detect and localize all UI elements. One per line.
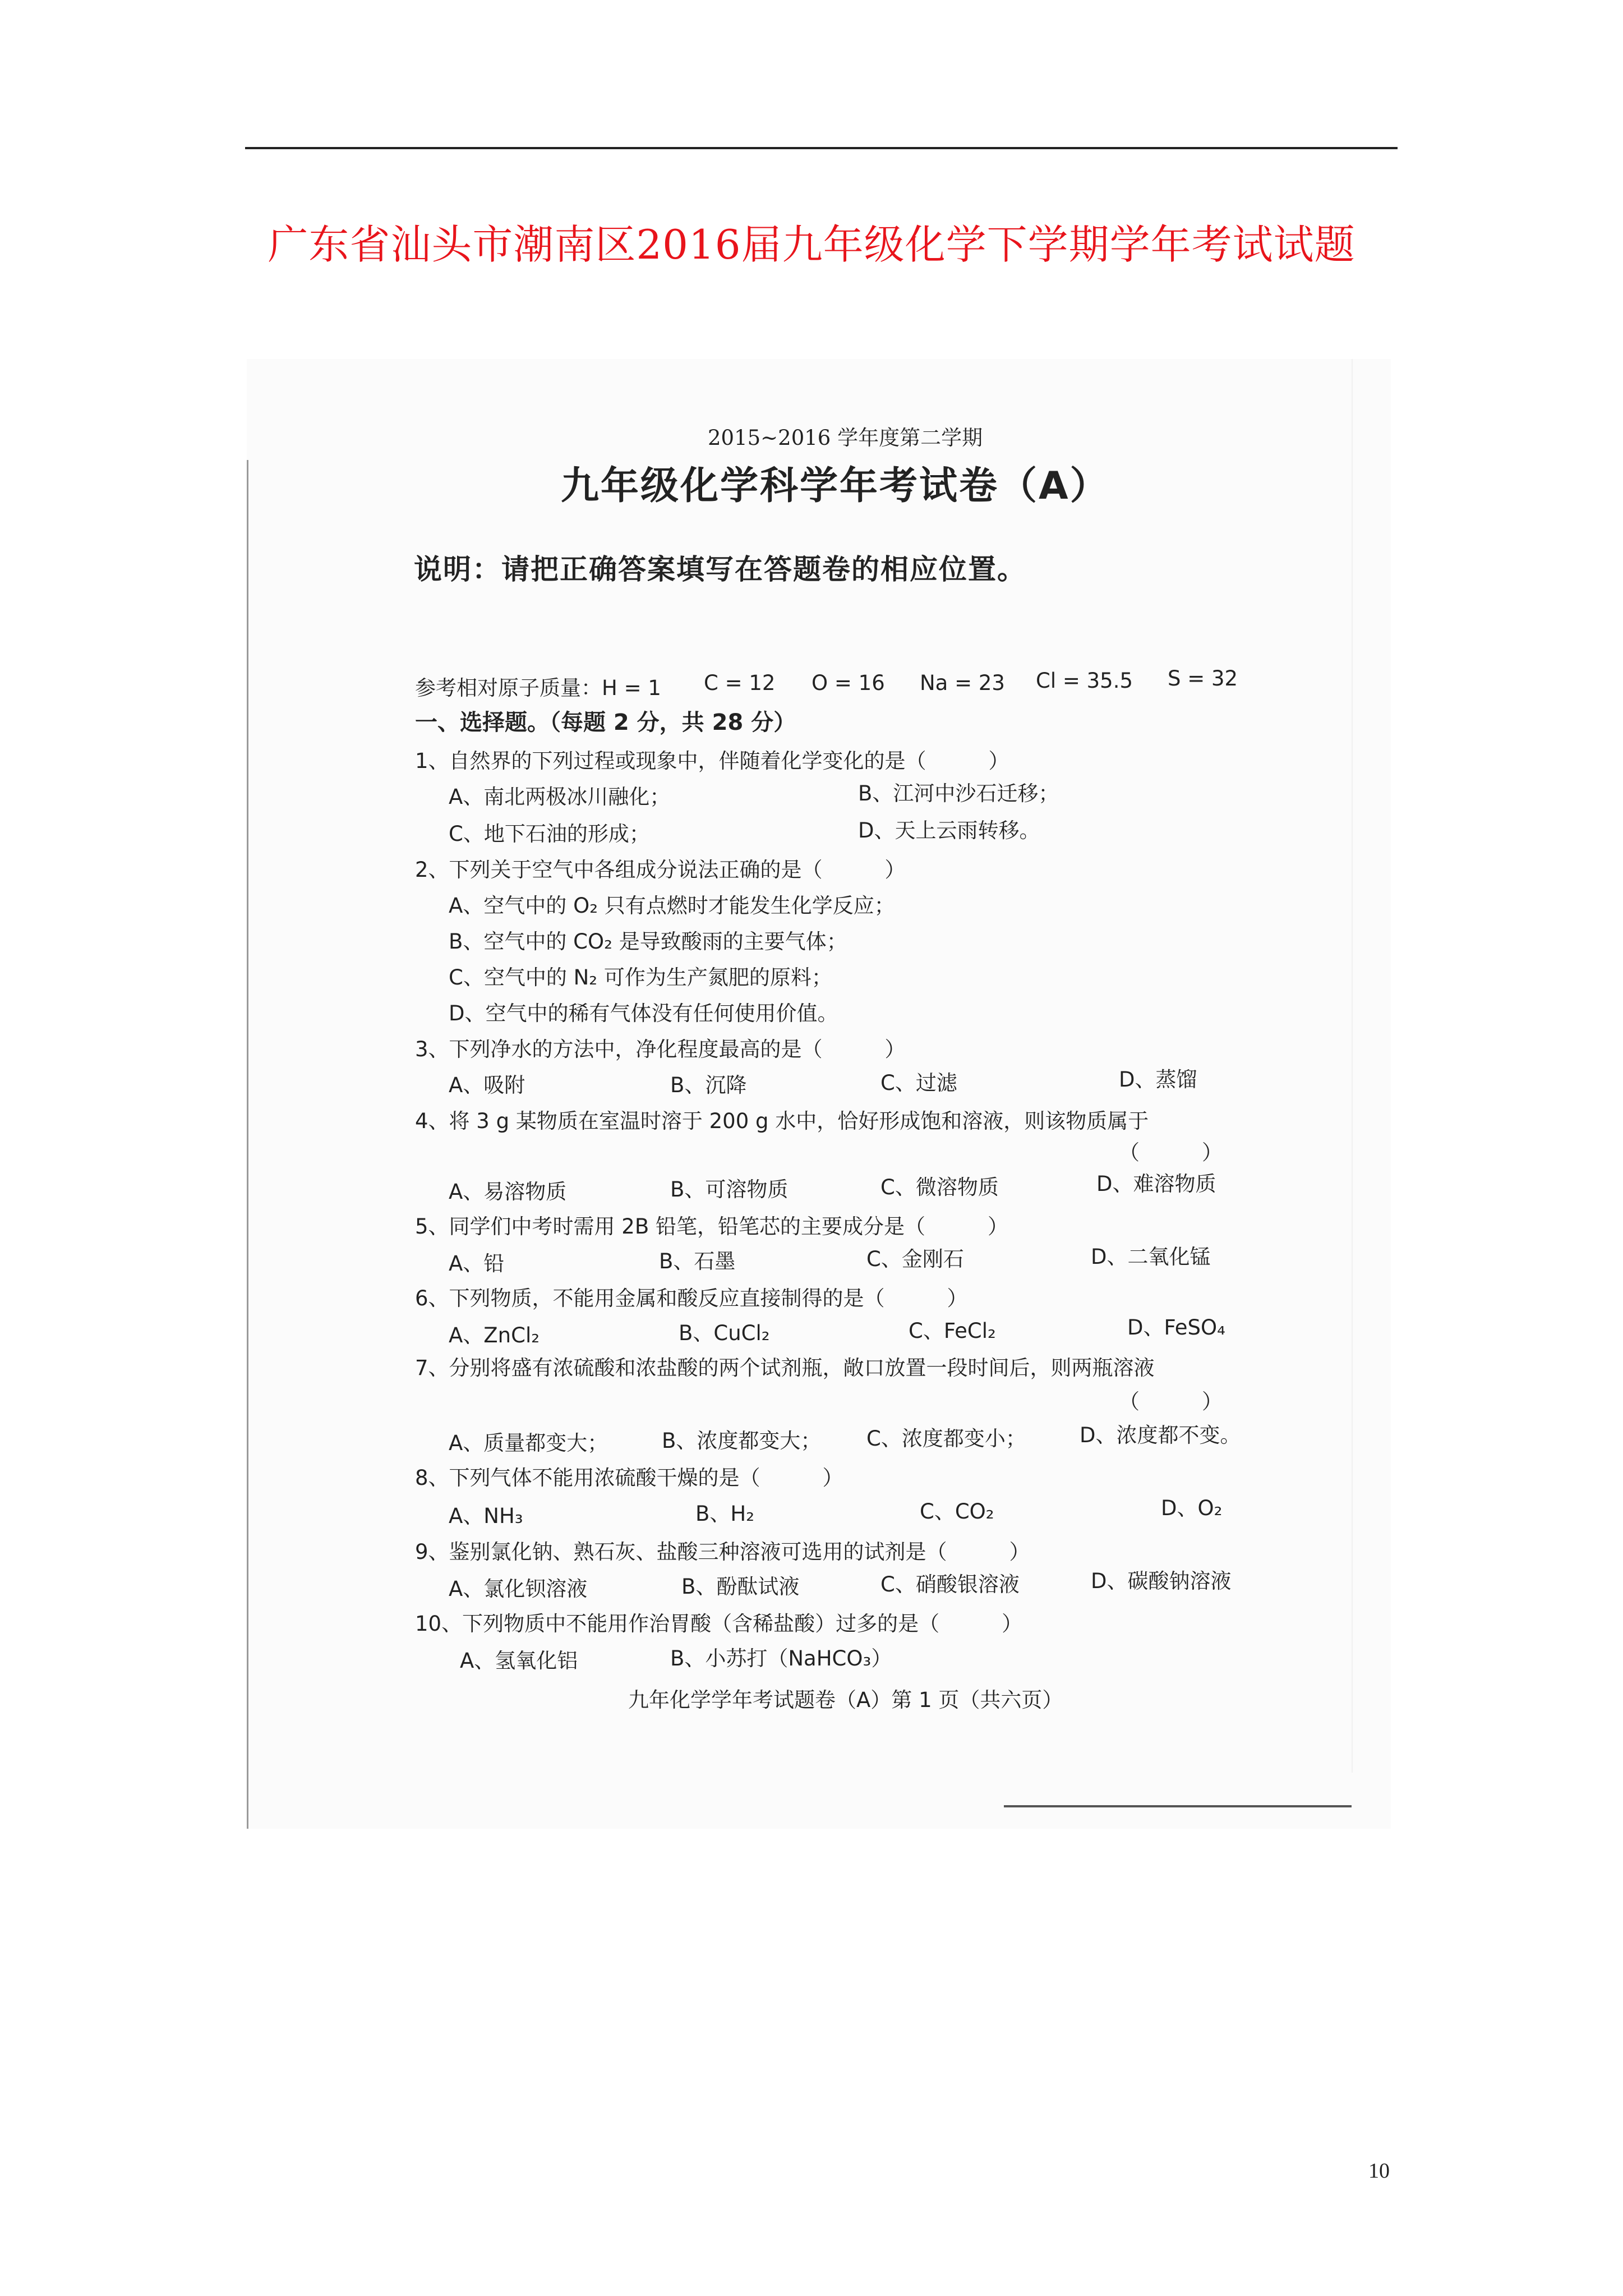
year-line: 2015~2016 学年度第二学期 bbox=[708, 426, 983, 450]
question-2-stem: 2、下列关于空气中各组成分说法正确的是（ ） bbox=[415, 858, 906, 882]
atomic-mass-o: O = 16 bbox=[811, 671, 885, 695]
question-7-option-d: D、浓度都不变。 bbox=[1080, 1423, 1241, 1447]
atomic-mass-na: Na = 23 bbox=[920, 671, 1005, 695]
question-6-option-b: B、CuCl₂ bbox=[679, 1321, 770, 1345]
question-4-option-c: C、微溶物质 bbox=[880, 1175, 999, 1199]
question-8-option-b: B、H₂ bbox=[695, 1502, 755, 1526]
question-3-option-c: C、过滤 bbox=[880, 1071, 957, 1095]
question-1-stem: 1、自然界的下列过程或现象中，伴随着化学变化的是（ ） bbox=[415, 749, 1009, 773]
question-4-option-a: A、易溶物质 bbox=[449, 1180, 567, 1204]
question-6-option-d: D、FeSO₄ bbox=[1127, 1315, 1225, 1340]
question-3-stem: 3、下列净水的方法中，净化程度最高的是（ ） bbox=[415, 1037, 906, 1061]
question-1-option-a: A、南北两极冰川融化； bbox=[449, 785, 671, 809]
question-5-option-d: D、二氧化锰 bbox=[1091, 1245, 1211, 1269]
question-2-option-a: A、空气中的 O₂ 只有点燃时才能发生化学反应； bbox=[449, 894, 895, 918]
question-3-option-a: A、吸附 bbox=[449, 1073, 525, 1097]
question-5-option-a: A、铅 bbox=[449, 1251, 505, 1276]
question-9-option-c: C、硝酸银溶液 bbox=[880, 1572, 1020, 1596]
instructions: 说明：请把正确答案填写在答题卷的相应位置。 bbox=[414, 553, 1026, 586]
atomic-mass-label: 参考相对原子质量：H = 1 bbox=[415, 676, 661, 700]
question-4-bracket: （ ） bbox=[1119, 1140, 1223, 1165]
scan-right-edge bbox=[1352, 359, 1353, 1773]
question-6-stem: 6、下列物质，不能用金属和酸反应直接制得的是（ ） bbox=[415, 1286, 968, 1310]
question-8-stem: 8、下列气体不能用浓硫酸干燥的是（ ） bbox=[415, 1466, 843, 1490]
document-title: 广东省汕头市潮南区2016届九年级化学下学期学年考试试题 bbox=[268, 221, 1355, 268]
question-4-stem: 4、将 3 g 某物质在室温时溶于 200 g 水中，恰好形成饱和溶液，则该物质属于 bbox=[415, 1109, 1149, 1133]
atomic-mass-c: C = 12 bbox=[704, 671, 776, 695]
atomic-mass-cl: Cl = 35.5 bbox=[1036, 669, 1133, 693]
question-1-option-c: C、地下石油的形成； bbox=[449, 822, 650, 846]
question-2-option-d: D、空气中的稀有气体没有任何使用价值。 bbox=[449, 1001, 838, 1025]
atomic-mass-s: S = 32 bbox=[1168, 666, 1238, 691]
page-number: 10 bbox=[1368, 2159, 1390, 2183]
question-10-stem: 10、下列物质中不能用作治胃酸（含稀盐酸）过多的是（ ） bbox=[415, 1612, 1023, 1636]
question-2-option-b: B、空气中的 CO₂ 是导致酸雨的主要气体； bbox=[449, 930, 847, 954]
scan-left-edge bbox=[247, 460, 248, 1829]
question-2-option-c: C、空气中的 N₂ 可作为生产氮肥的原料； bbox=[449, 965, 832, 990]
question-3-option-d: D、蒸馏 bbox=[1119, 1068, 1197, 1092]
question-5-option-c: C、金刚石 bbox=[866, 1247, 964, 1271]
question-5-option-b: B、石墨 bbox=[659, 1249, 736, 1273]
question-4-option-d: D、难溶物质 bbox=[1096, 1172, 1216, 1196]
question-9-stem: 9、鉴别氯化钠、熟石灰、盐酸三种溶液可选用的试剂是（ ） bbox=[415, 1540, 1030, 1564]
question-10-option-b: B、小苏打（NaHCO₃） bbox=[670, 1646, 892, 1671]
question-9-option-b: B、酚酞试液 bbox=[681, 1575, 800, 1599]
question-8-option-c: C、CO₂ bbox=[920, 1499, 994, 1524]
question-7-option-b: B、浓度都变大； bbox=[662, 1429, 822, 1453]
question-4-option-b: B、可溶物质 bbox=[670, 1177, 789, 1202]
question-6-option-a: A、ZnCl₂ bbox=[449, 1323, 540, 1347]
question-7-option-a: A、质量都变大； bbox=[449, 1431, 608, 1455]
scan-bottom-rule bbox=[1004, 1805, 1352, 1807]
question-1-option-b: B、江河中沙石迁移； bbox=[858, 781, 1059, 806]
question-6-option-c: C、FeCl₂ bbox=[909, 1319, 996, 1343]
question-7-option-c: C、浓度都变小； bbox=[866, 1427, 1026, 1451]
question-7-bracket: （ ） bbox=[1119, 1389, 1223, 1414]
top-rule bbox=[245, 147, 1398, 149]
exam-title: 九年级化学科学年考试卷（A） bbox=[561, 464, 1110, 508]
question-5-stem: 5、同学们中考时需用 2B 铅笔，铅笔芯的主要成分是（ ） bbox=[415, 1214, 1008, 1239]
question-8-option-a: A、NH₃ bbox=[449, 1504, 523, 1528]
question-1-option-d: D、天上云雨转移。 bbox=[858, 818, 1040, 843]
question-8-option-d: D、O₂ bbox=[1161, 1496, 1223, 1520]
question-9-option-a: A、氯化钡溶液 bbox=[449, 1577, 588, 1601]
scan-footer: 九年化学学年考试题卷（A）第 1 页（共六页） bbox=[628, 1688, 1063, 1712]
question-9-option-d: D、碳酸钠溶液 bbox=[1091, 1569, 1232, 1593]
section-heading: 一、选择题。（每题 2 分，共 28 分） bbox=[415, 710, 796, 735]
question-10-option-a: A、氢氧化铝 bbox=[460, 1649, 578, 1673]
question-7-stem: 7、分别将盛有浓硫酸和浓盐酸的两个试剂瓶，敞口放置一段时间后，则两瓶溶液 bbox=[415, 1356, 1155, 1380]
question-3-option-b: B、沉降 bbox=[670, 1073, 747, 1097]
